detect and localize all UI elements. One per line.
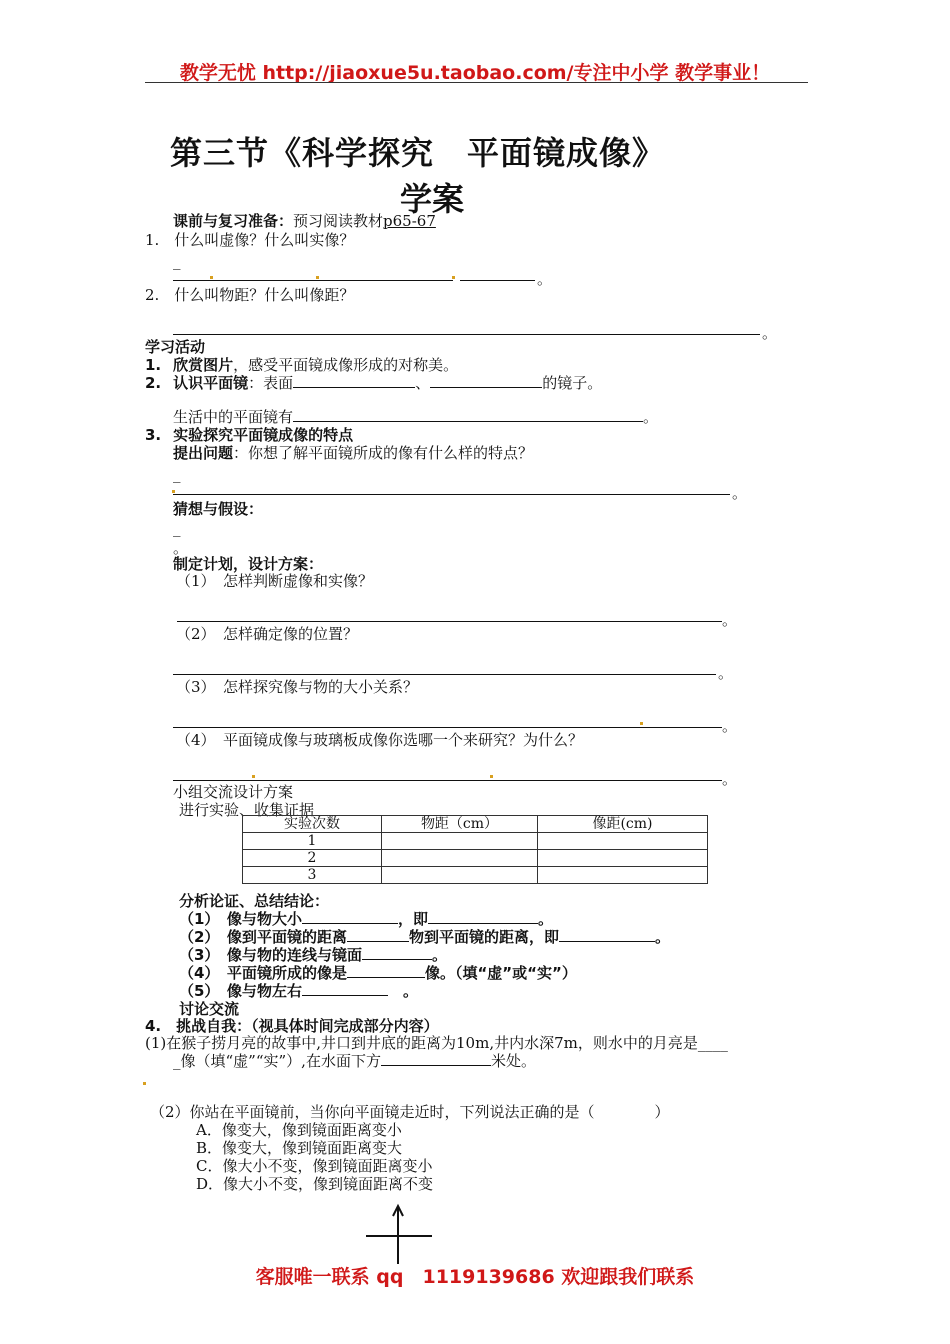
object-distance-cell[interactable]: [382, 867, 538, 884]
page-footer: 客服唯一联系 qq 1119139686 欢迎跟我们联系: [255, 1266, 695, 1288]
challenge-q1-line2: _像（填“虚”“实”）,在水面下方 米处。: [173, 1052, 536, 1070]
option-c: C．像大小不变，像到镜面距离变小: [196, 1157, 433, 1175]
prep-text: 预习阅读教材: [293, 212, 384, 230]
answer-line: [173, 727, 722, 728]
plan-question-1: （1） 怎样判断虚像和实像？: [176, 572, 374, 590]
speck: [143, 1082, 146, 1085]
speck: [640, 722, 643, 725]
object-distance-cell[interactable]: [382, 850, 538, 867]
speck: [252, 775, 255, 778]
mirror-in-life: 生活中的平面镜有 。: [173, 408, 659, 426]
conclusion-2: （2） 像到平面镜的距离 物到平面镜的距离，即 。: [179, 928, 670, 946]
period-mark: 。: [722, 770, 738, 788]
period-mark: 。: [722, 717, 738, 735]
answer-line: [460, 280, 535, 281]
answer-line: [173, 674, 716, 675]
answer-line: [177, 621, 722, 622]
prep-question-1: 1. 什么叫虚像？什么叫实像？: [145, 231, 355, 249]
option-d: D．像大小不变，像到镜面距离不变: [196, 1175, 434, 1193]
challenge-heading: 4. 挑战自我：（视具体时间完成部分内容）: [145, 1017, 439, 1035]
prep-pages: p65-67: [383, 212, 436, 230]
guess-label: 猜想与假设：: [173, 500, 264, 518]
plan-label: 制定计划，设计方案：: [173, 555, 324, 573]
period-mark: 。: [537, 270, 553, 288]
table-header-row: [243, 816, 708, 833]
table-header-cell: 实验次数: [243, 816, 382, 833]
trial-number: 2: [243, 850, 382, 867]
object-distance-cell[interactable]: [382, 833, 538, 850]
conclusion-1: （1） 像与物大小 ，即 。: [179, 910, 553, 928]
challenge-q1-line1: (1)在猴子捞月亮的故事中,井口到井底的距离为10m,井内水深7m，则水中的月亮是____: [145, 1034, 728, 1052]
plan-question-3: （3） 怎样探究像与物的大小关系？: [176, 678, 419, 696]
plan-question-2: （2） 怎样确定像的位置？: [176, 625, 359, 643]
trial-number: 1: [243, 833, 382, 850]
ask-question-row: 提出问题：你想了解平面镜所成的像有什么样的特点？: [173, 444, 534, 462]
activity-heading: 学习活动: [145, 338, 206, 356]
option-b: B．像变大，像到镜面距离变大: [196, 1139, 403, 1157]
speck: [490, 775, 493, 778]
activity-2: 2. 认识平面镜：表面 、 的镜子。: [145, 374, 603, 392]
period-mark: 。: [722, 611, 738, 629]
dash-mark: _: [173, 519, 181, 537]
image-distance-cell[interactable]: [538, 833, 708, 850]
speck: [316, 276, 319, 279]
speck: [210, 276, 213, 279]
table-row: [243, 867, 708, 884]
experiment-table: [242, 815, 708, 884]
image-distance-cell[interactable]: [538, 850, 708, 867]
period-mark: 。: [732, 484, 748, 502]
image-distance-cell[interactable]: [538, 867, 708, 884]
answer-line: [173, 334, 760, 335]
conclusion-5: （5） 像与物左右 。: [179, 982, 418, 1000]
experiment-label: 进行实验、收集证据: [179, 801, 315, 819]
plan-question-4: （4） 平面镜成像与玻璃板成像你选哪一个来研究？为什么？: [176, 731, 584, 749]
period-mark: 。: [173, 539, 189, 557]
prep-row: [173, 210, 436, 231]
page-title: 第三节《科学探究 平面镜成像》: [170, 134, 666, 172]
page-subtitle: 学案: [400, 180, 465, 218]
dash-mark: _: [173, 465, 181, 483]
answer-line: [173, 280, 453, 281]
period-mark: 。: [762, 324, 778, 342]
activity-1: 1. 欣赏图片，感受平面镜成像形成的对称美。: [145, 356, 459, 374]
activity-3: 3. 实验探究平面镜成像的特点: [145, 426, 354, 444]
conclusion-3: （3） 像与物的连线与镜面 。: [179, 946, 447, 964]
answer-line: [173, 494, 730, 495]
discussion-label: 讨论交流: [179, 1000, 240, 1018]
option-a: A．像变大，像到镜面距离变小: [196, 1121, 402, 1139]
crosshair-mark: [360, 1202, 440, 1264]
speck: [172, 490, 175, 493]
table-row: [243, 850, 708, 867]
page-header-banner: 教学无忧 http://jiaoxue5u.taobao.com/专注中小学 教学事业！: [179, 62, 771, 84]
table-header-cell: 像距(cm): [538, 816, 708, 833]
conclusion-heading: 分析论证、总结结论：: [179, 892, 330, 910]
period-mark: 。: [718, 664, 734, 682]
prep-heading: 课前与复习准备：: [173, 212, 294, 230]
trial-number: 3: [243, 867, 382, 884]
conclusion-4: （4） 平面镜所成的像是 像。（填“虚”或“实”）: [179, 964, 577, 982]
prep-question-2: 2. 什么叫物距？什么叫像距？: [145, 286, 355, 304]
challenge-q2: （2）你站在平面镜前，当你向平面镜走近时，下列说法正确的是（ ）: [150, 1103, 670, 1121]
group-discussion: 小组交流设计方案: [173, 783, 294, 801]
speck: [452, 276, 455, 279]
header-rule: [145, 82, 808, 83]
table-row: [243, 833, 708, 850]
dash-mark: _: [173, 252, 181, 270]
table-header-cell: 物距（cm）: [382, 816, 538, 833]
